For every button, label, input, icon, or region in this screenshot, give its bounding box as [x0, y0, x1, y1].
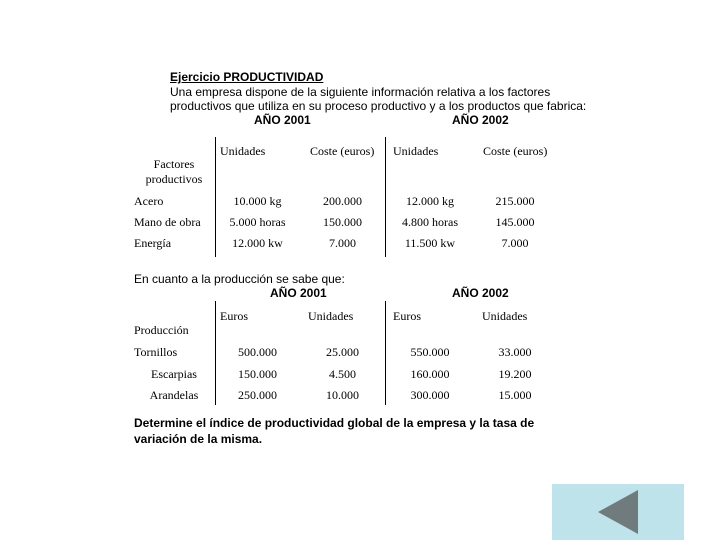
factors-header-1: Factores [153, 157, 195, 171]
col-cost-2002: Coste (euros) [483, 144, 548, 158]
table-cell: 10.000 [326, 388, 359, 402]
table-cell: 300.000 [410, 388, 450, 402]
row-label-escarpias: Escarpias [151, 367, 197, 381]
factors-header-2: productivos [145, 172, 203, 186]
year-2001-label: AÑO 2001 [254, 113, 311, 127]
table-cell: 150.000 [238, 367, 277, 381]
exercise-title: Ejercicio PRODUCTIVIDAD [170, 70, 324, 84]
table-cell: 160.000 [410, 367, 450, 381]
production-intro: En cuanto a la producción se sabe que: [134, 272, 345, 286]
intro-line-1: Una empresa dispone de la siguiente información relativa a los factores [170, 85, 551, 99]
col-cost-2001: Coste (euros) [310, 144, 375, 158]
row-label-arandelas: Arandelas [149, 388, 199, 402]
col-units-2002: Unidades [482, 309, 528, 323]
col-units-2001: Unidades [308, 309, 354, 323]
table-cell: 215.000 [495, 194, 535, 208]
table-cell: 4.800 horas [402, 215, 458, 229]
table-cell: 500.000 [238, 345, 277, 359]
table-cell: 33.000 [498, 345, 532, 359]
row-label-energia: Energía [134, 236, 172, 250]
table-cell: 150.000 [323, 215, 362, 229]
table-cell: 200.000 [323, 194, 362, 208]
col-units-2002: Unidades [393, 144, 439, 158]
conclusion-question: Determine el índice de productividad global de la empresa y la tasa de variación de la misma. [134, 416, 535, 446]
year-2002-label: AÑO 2002 [452, 113, 509, 127]
table-cell: 5.000 horas [229, 215, 286, 229]
table-cell: 10.000 kg [233, 194, 282, 208]
year-2002-label: AÑO 2002 [452, 286, 509, 300]
row-label-acero: Acero [134, 194, 164, 208]
year-2001-label: AÑO 2001 [270, 286, 327, 300]
table-cell: 25.000 [326, 345, 359, 359]
row-label-mano-de-obra: Mano de obra [134, 215, 201, 229]
col-units-2001: Unidades [220, 144, 266, 158]
production-header: Producción [134, 323, 189, 337]
triangle-left-icon [596, 488, 640, 536]
table-cell: 15.000 [498, 388, 532, 402]
table-cell: 11.500 kw [404, 236, 456, 250]
table-cell: 12.000 kg [406, 194, 454, 208]
table-cell: 4.500 [329, 367, 356, 381]
table-cell: 7.000 [501, 236, 529, 250]
table-cell: 19.200 [498, 367, 532, 381]
intro-line-2: productivos que utiliza en su proceso productivo y a los productos que fabrica: [170, 99, 587, 113]
col-euros-2002: Euros [393, 309, 421, 323]
col-euros-2001: Euros [220, 309, 248, 323]
back-button[interactable] [552, 484, 684, 540]
table-cell: 250.000 [238, 388, 277, 402]
table-cell: 550.000 [410, 345, 450, 359]
table-cell: 12.000 kw [232, 236, 283, 250]
row-label-tornillos: Tornillos [134, 345, 178, 359]
table-cell: 7.000 [329, 236, 356, 250]
table-cell: 145.000 [495, 215, 535, 229]
